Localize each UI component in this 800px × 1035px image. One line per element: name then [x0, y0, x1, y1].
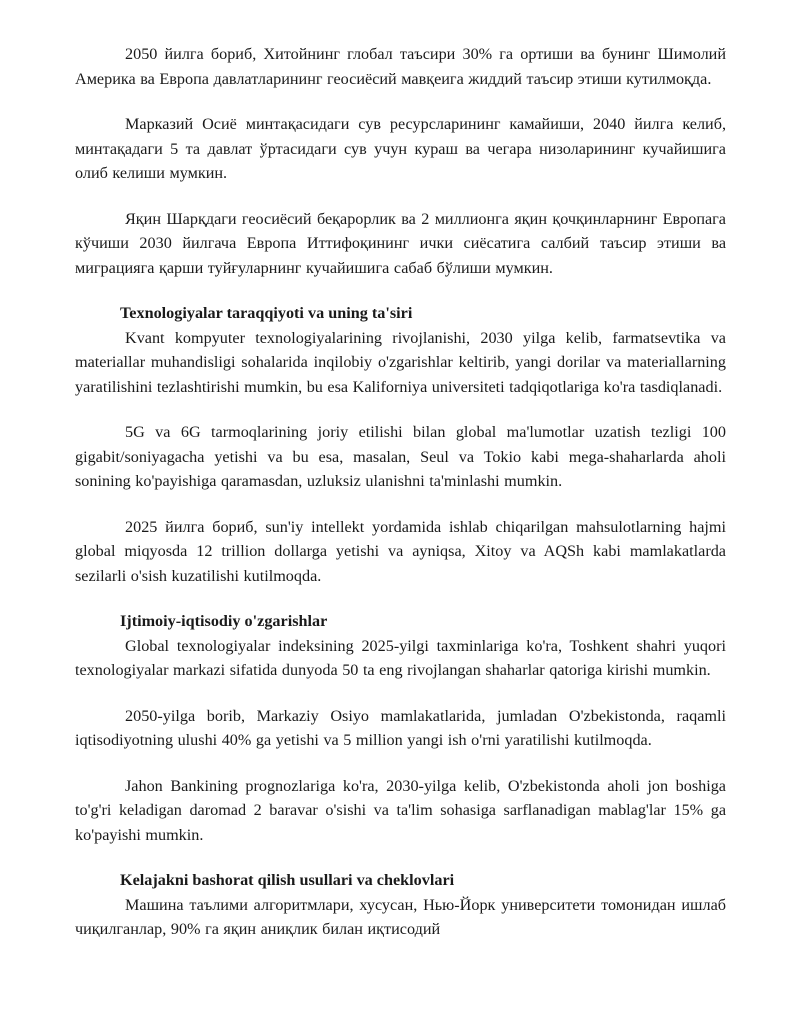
- paragraph-central-asia-water: Марказий Осиё минтақасидаги сув ресурсларининг камайиши, 2040 йилга келиб, минтақадаги 5 та давлат ўртасидаги сув учун кураш ва чегара низоларининг кучайишига олиб келиши мумкин.: [75, 115, 726, 182]
- heading-socioeconomic: Ijtimoiy-iqtisodiy o'zgarishlar: [120, 612, 328, 630]
- heading-forecast-methods: Kelajakni bashorat qilish usullari va cheklovlari: [120, 871, 455, 889]
- paragraph-middle-east-migration: Яқин Шарқдаги геосиёсий беқарорлик ва 2 миллионга яқин қочқинларнинг Европага кўчиши 2030 йилгача Европа Иттифоқининг ички сиёсатига салбий таъсир этиши ва миграцияга қарши туйғуларнинг кучайишига сабаб бўлиши мумкин.: [75, 209, 726, 277]
- paragraph-digital-economy: 2050-yilga borib, Markaziy Osiyo mamlakatlarida, jumladan O'zbekistonda, raqamli iqtisodiyotning ulushi 40% ga yetishi va 5 million yangi ish o'rni yaratilishi kutilmoqda.: [75, 706, 726, 749]
- document-page: [75, 42, 726, 942]
- paragraph-tashkent-tech-index: Global texnologiyalar indeksining 2025-yilgi taxminlariga ko'ra, Toshkent shahri yuqori texnologiyalar markazi sifatida dunyoda 50 ta eng rivojlangan shaharlar qatoriga kirishi mumkin.: [75, 636, 726, 679]
- paragraph-quantum-computing: Kvant kompyuter texnologiyalarining rivojlanishi, 2030 yilga kelib, farmatsevtika va materiallar muhandisligi sohalarida inqilobiy o'zgarishlar keltirib, yangi dorilar va materiallarning yaratilishini tezlashtirishi mumkin, bu esa Kaliforniya universiteti tadqiqotlariga ko'ra tasdiqlanadi.: [75, 328, 726, 396]
- paragraph-5g-6g: 5G va 6G tarmoqlarining joriy etilishi bilan global ma'lumotlar uzatish tezligi 100 gigabit/soniyagacha yetishi va bu esa, masalan, Seul va Tokio kabi mega-shaharlarda aholi sonining ko'payishiga qaramasdan, uzluksiz ulanishni ta'minlashi mumkin.: [75, 423, 726, 490]
- paragraph-world-bank-forecast: Jahon Bankining prognozlariga ko'ra, 2030-yilga kelib, O'zbekistonda aholi jon boshiga to'g'ri keladigan daromad 2 baravar o'sishi va ta'lim sohasiga sarflanadigan mablag'lar 15% ga ko'payishi mumkin.: [75, 776, 726, 844]
- paragraph-china-influence: 2050 йилга бориб, Хитойнинг глобал таъсири 30% га ортиши ва бунинг Шимолий Америка ва Европа давлатларининг геосиёсий мавқеига жиддий таъсир этиши кутилмоқда.: [75, 45, 726, 88]
- heading-technology: Texnologiyalar taraqqiyoti va uning ta'siri: [120, 304, 413, 322]
- paragraph-machine-learning: Машина таълими алгоритмлари, хусусан, Нью-Йорк университети томонидан ишлаб чиқилганлар, 90% га яқин аниқлик билан иқтисодий: [75, 895, 726, 938]
- paragraph-ai-production: 2025 йилга бориб, sun'iy intellekt yordamida ishlab chiqarilgan mahsulotlarning hajmi global miqyosda 12 trillion dollarga yetishi va ayniqsa, Xitoy va AQSh kabi mamlakatlarda sezilarli o'sish kuzatilishi kutilmoqda.: [75, 517, 726, 585]
